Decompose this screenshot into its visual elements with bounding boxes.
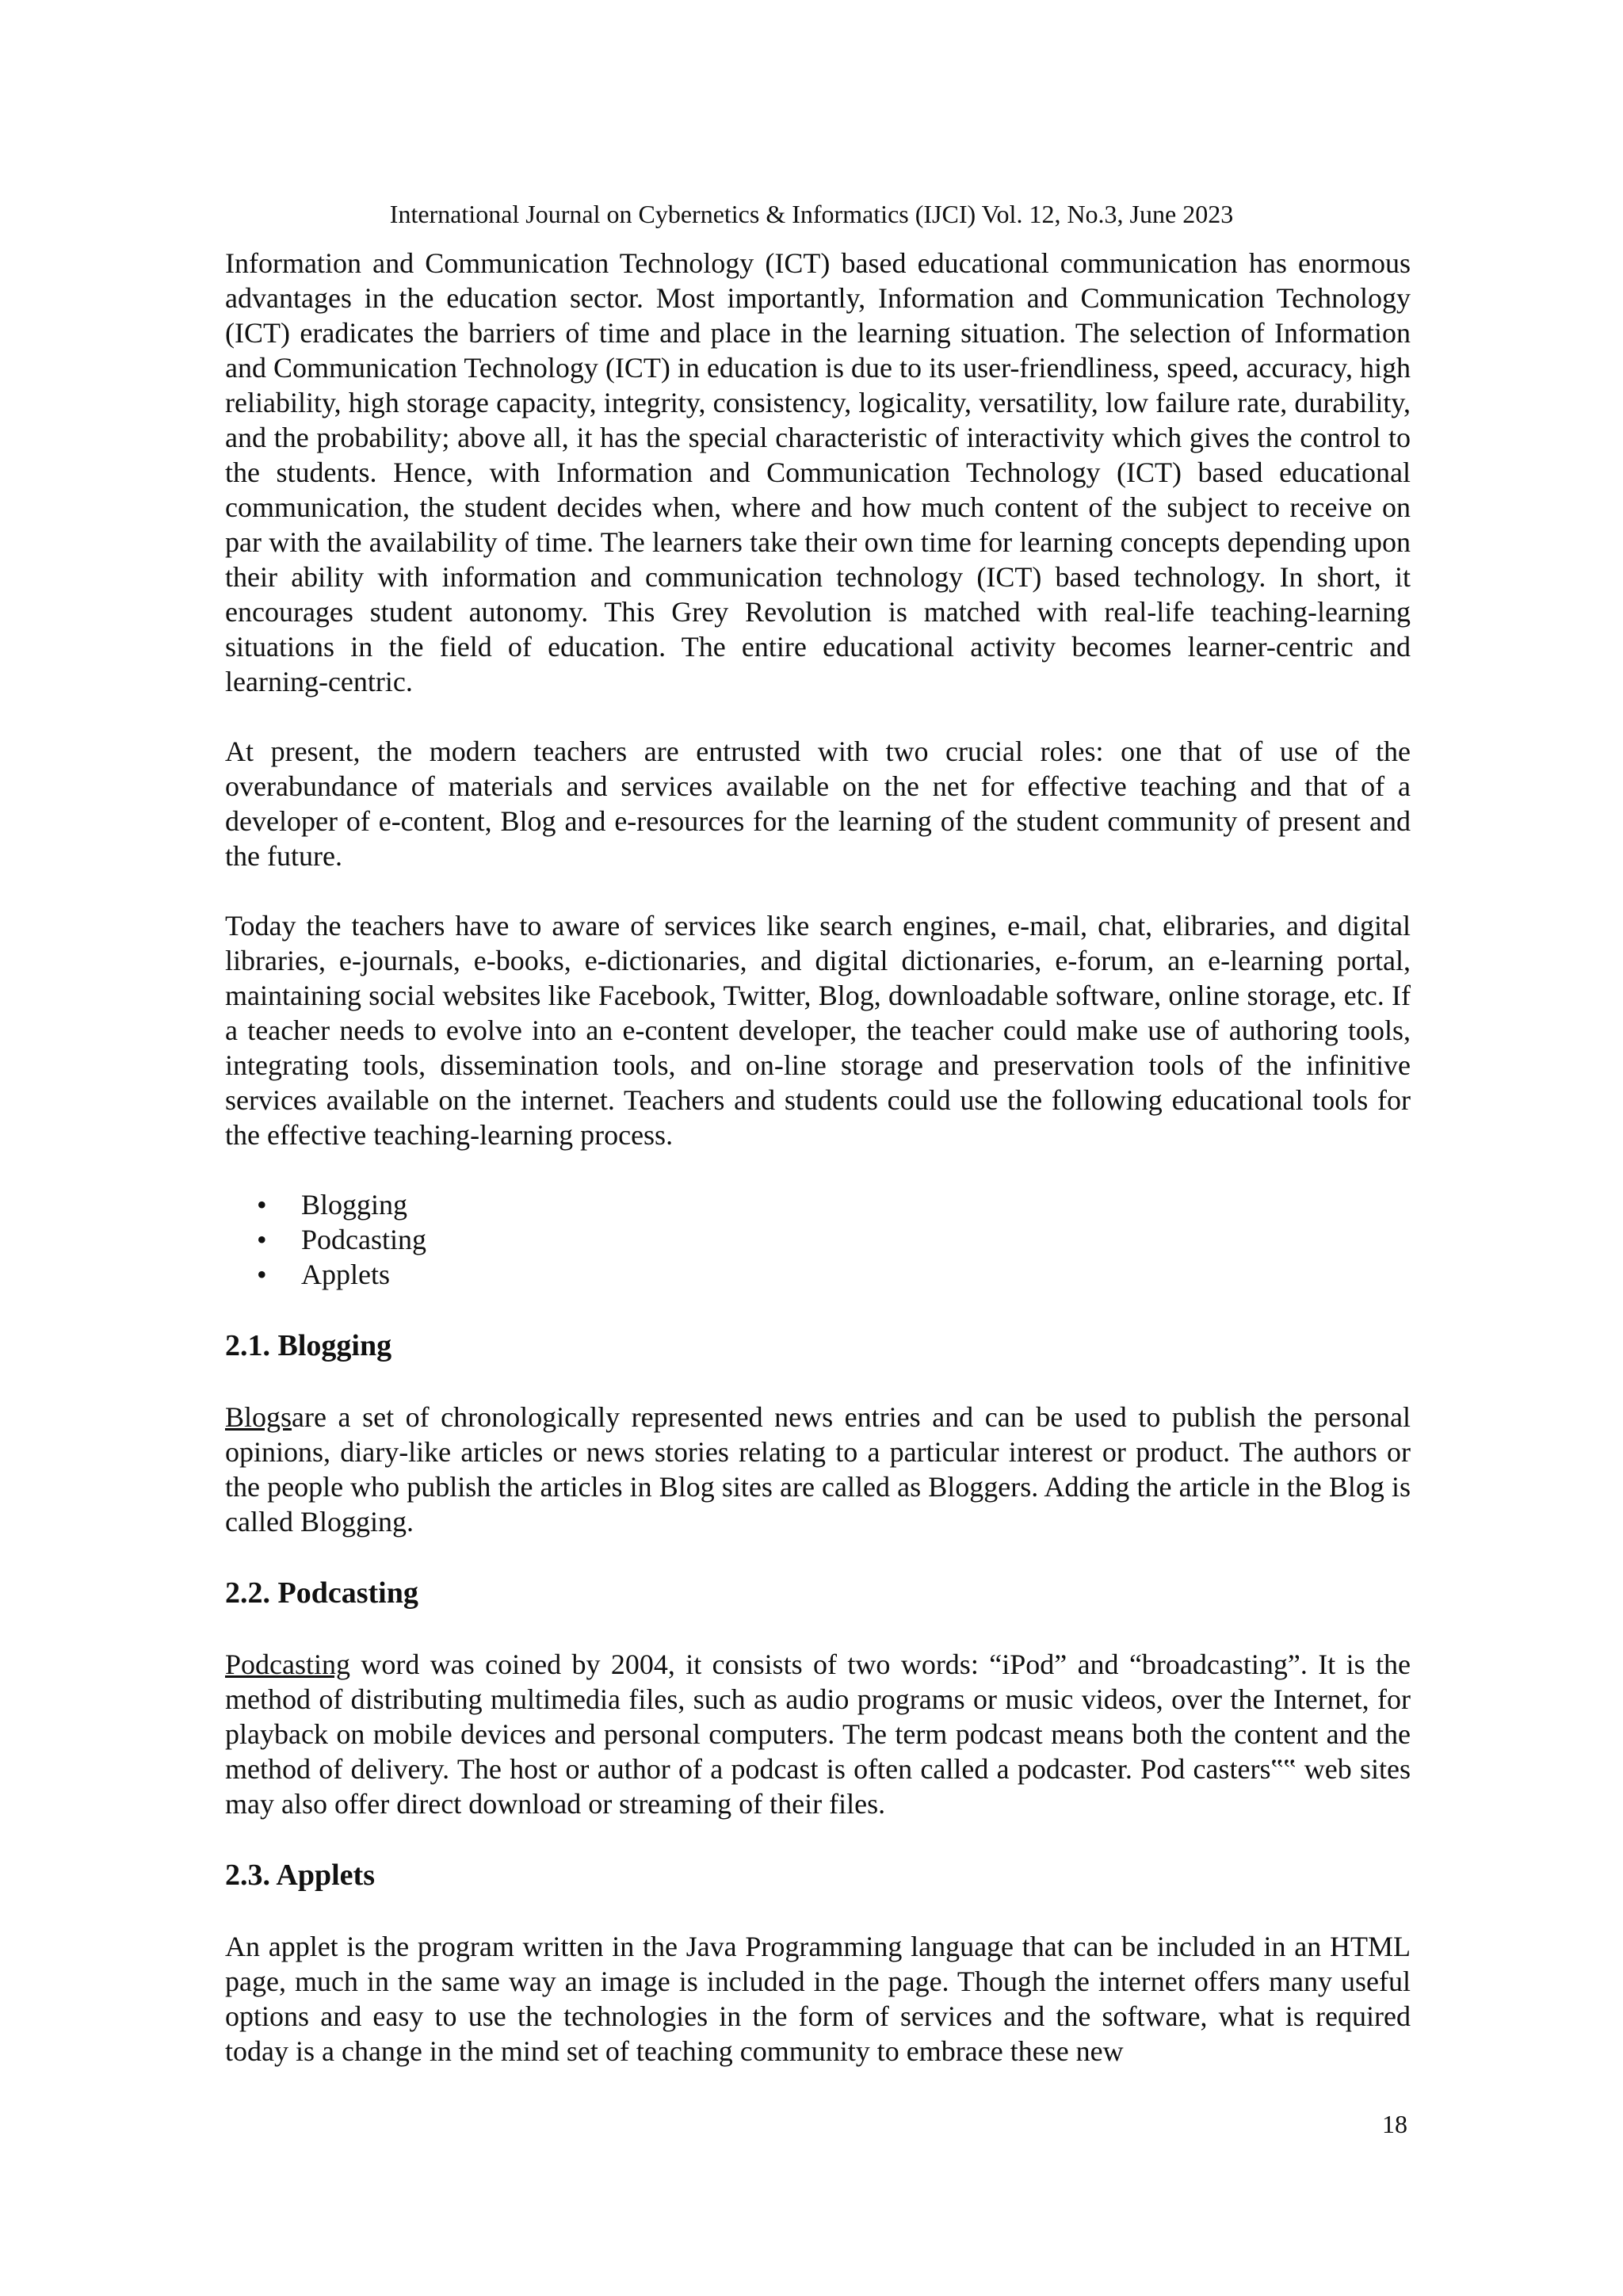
list-item (225, 1187, 1411, 1222)
bullet-marker: • (257, 1259, 267, 1290)
page-number: 18 (1382, 2110, 1407, 2138)
bullet-marker: • (257, 1189, 267, 1221)
list-item (225, 1257, 1411, 1292)
list-item-label: Podcasting (301, 1224, 426, 1255)
section-heading-blogging: 2.1. Blogging (225, 1329, 392, 1362)
paragraph-teacher-roles: At present, the modern teachers are entrusted with two crucial roles: one that of use of the overabundance of materials and services available on the net for effective teaching and that of a developer of e-content, Blog and e-resources for the learning of the student community of present and the future. (225, 735, 1411, 872)
section-heading-applets: 2.3. Applets (225, 1859, 375, 1892)
list-item-label: Applets (301, 1259, 390, 1290)
paragraph-podcasting (225, 1647, 1411, 1821)
running-header: International Journal on Cybernetics & Informatics (IJCI) Vol. 12, No.3, June 2023 (389, 200, 1234, 228)
paragraph-applets: An applet is the program written in the Java Programming language that can be included in an HTML page, much in the same way an image is included in the page. Though the internet offers many useful options and easy to use the technologies in the form of services and the software, what is required today is a change in the mind set of teaching community to embrace these new (225, 1931, 1411, 2067)
blogging-body: are a set of chronologically represented news entries and can be used to publish the personal opinions, diary-like articles or news stories relating to a particular interest or product. The authors or the people who publish the articles in Blog sites are called as Bloggers. Adding the article in the Blog is called Blogging. (225, 1401, 1411, 1538)
bullet-marker: • (257, 1224, 267, 1255)
section-heading-podcasting: 2.2. Podcasting (225, 1576, 418, 1610)
educational-tools-list (225, 1187, 1411, 1292)
paragraph-ict-advantages: Information and Communication Technology (ICT) based educational communication has enormous advantages in the education sector. Most importantly, Information and Communication Technology (ICT) eradicates the barriers of time and place in the learning situation. The selection of Information and Communication Technology (ICT) in education is due to its user-friendliness, speed, accuracy, high reliability, high storage capacity, integrity, consistency, logicality, versatility, low failure rate, durability, and the probability; above all, it has the special characteristic of interactivity which gives the control to the students. Hence, with Information and Communication Technology (ICT) based educational communication, the student decides when, where and how much content of the subject to receive on par with the availability of time. The learners take their own time for learning concepts depending upon their ability with information and communication technology (ICT) based technology. In short, it encourages student autonomy. This Grey Revolution is matched with real-life teaching-learning situations in the field of education. The entire educational activity becomes learner-centric and learning-centric. (225, 247, 1411, 697)
blogs-link[interactable]: Blogs (225, 1401, 292, 1433)
paragraph-teacher-services: Today the teachers have to aware of services like search engines, e-mail, chat, elibraries, and digital libraries, e-journals, e-books, e-dictionaries, and digital dictionaries, e-forum, an e-learning portal, maintaining social websites like Facebook, Twitter, Blog, downloadable software, online storage, etc. If a teacher needs to evolve into an e-content developer, the teacher could make use of authoring tools, integrating tools, dissemination tools, and on-line storage and preservation tools of the infinitive services available on the internet. Teachers and students could use the following educational tools for the effective teaching-learning process. (225, 910, 1411, 1151)
podcasting-link[interactable]: Podcasting (225, 1648, 350, 1680)
list-item-label: Blogging (301, 1189, 408, 1221)
list-item (225, 1222, 1411, 1257)
paragraph-blogging (225, 1400, 1411, 1539)
podcasting-body: word was coined by 2004, it consists of two words: “iPod” and “broadcasting”. It is the method of distributing multimedia files, such as audio programs or music videos, over the Internet, for playback on mobile devices and personal computers. The term podcast means both the content and the method of delivery. The host or author of a podcast is often called a podcaster. Pod casters‟‟ web sites may also offer direct download or streaming of their files. (225, 1648, 1411, 1820)
page-body (225, 246, 1411, 2069)
